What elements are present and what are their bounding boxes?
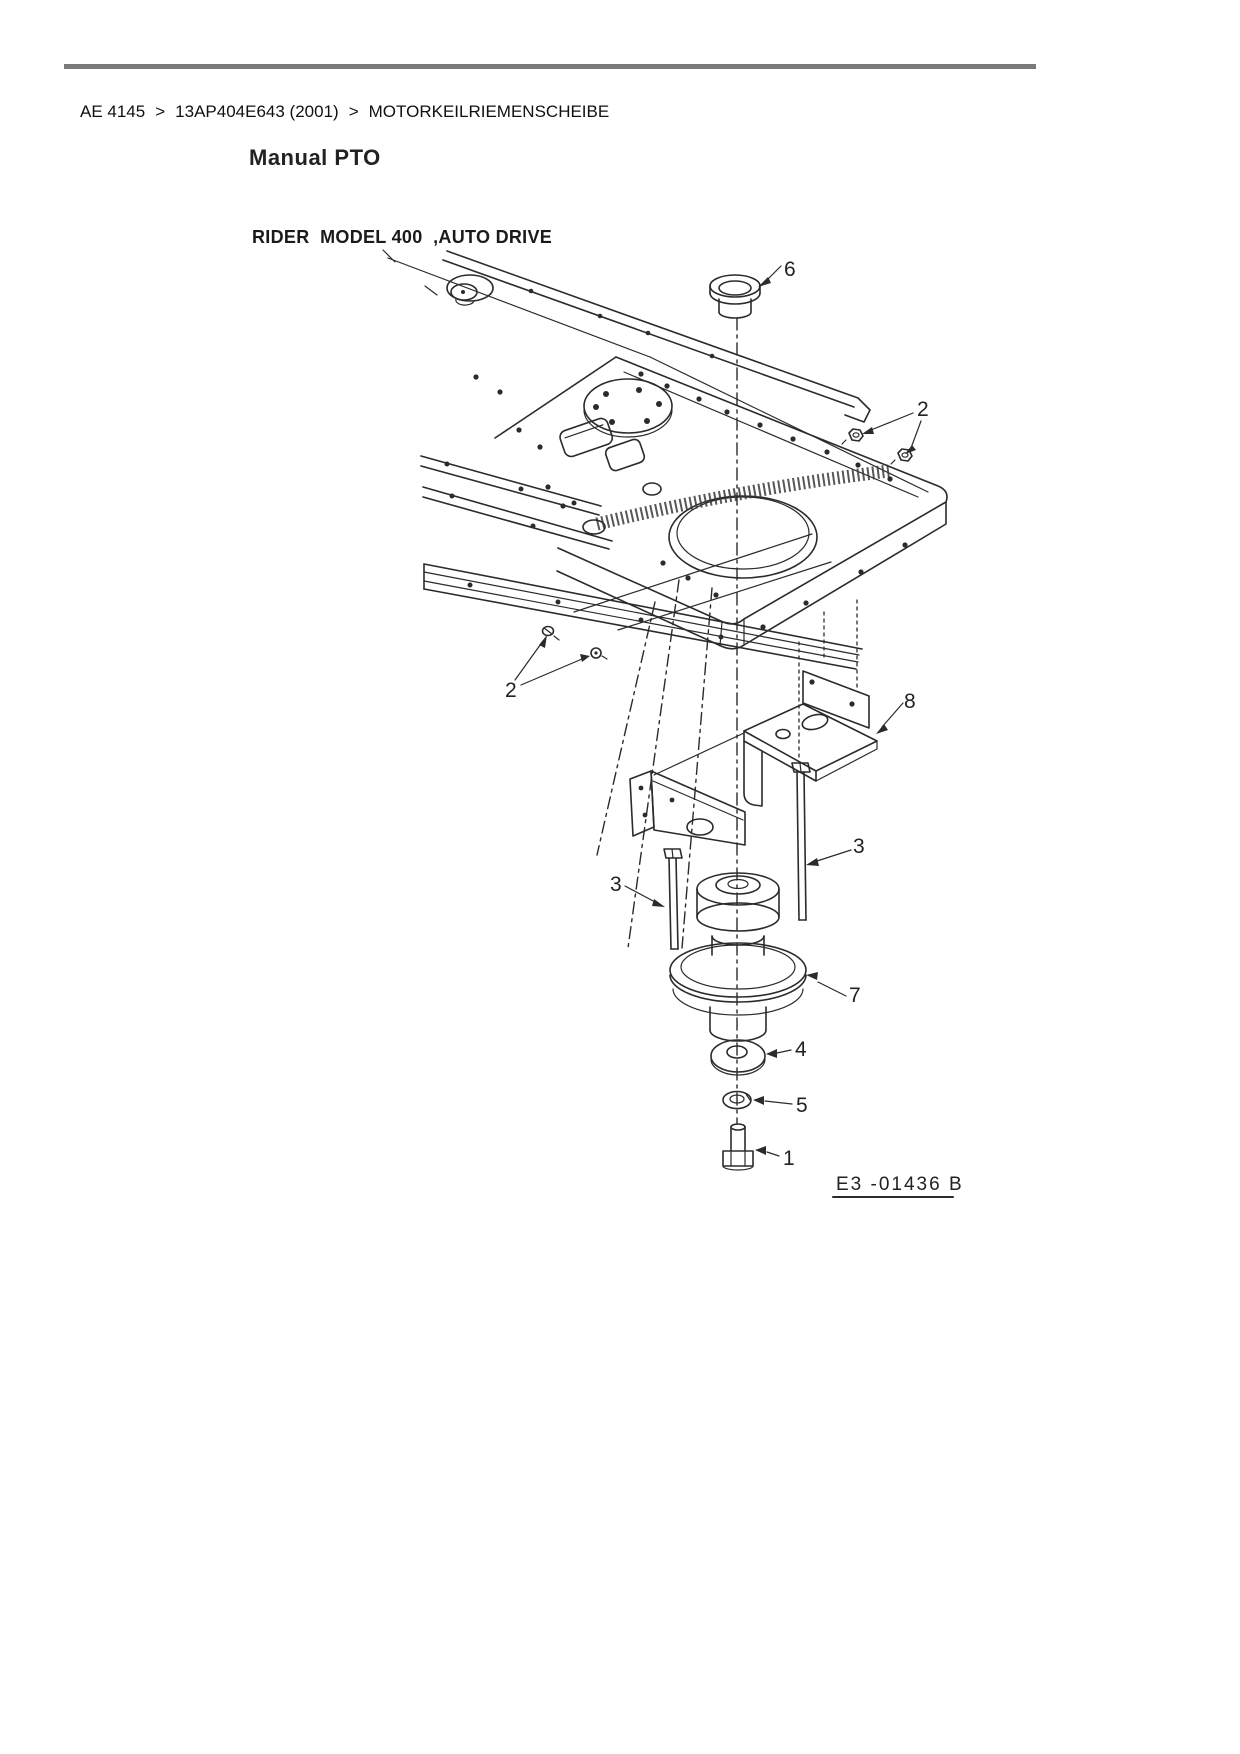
left-rails <box>421 456 862 669</box>
leader-2-left-a <box>515 641 543 680</box>
part-8-bracket <box>630 671 877 845</box>
callout-1-label: 1 <box>783 1147 795 1170</box>
callout-1 <box>755 1146 795 1170</box>
breadcrumb-item-model-series[interactable]: AE 4145 <box>80 102 146 121</box>
callout-7-label: 7 <box>849 984 861 1007</box>
breadcrumb-item-model-number[interactable]: 13AP404E643 (2001) <box>175 102 339 121</box>
breadcrumb-separator: > <box>348 102 359 121</box>
leader-4 <box>777 1050 791 1053</box>
part-6-bushing <box>710 275 760 318</box>
callout-8-label: 8 <box>904 690 916 713</box>
callout-4-label: 4 <box>795 1038 807 1061</box>
part-1-bolt <box>723 1124 753 1170</box>
drawing-number-text: E3 -01436 B <box>836 1174 964 1195</box>
part-2-screws-left <box>543 627 608 660</box>
leader-8 <box>882 703 903 727</box>
callout-4 <box>766 1038 807 1061</box>
leader-2-right-b <box>911 421 921 448</box>
part-7-engine-pulley <box>670 873 806 1041</box>
leader-2-right-a <box>871 413 913 430</box>
callout-6-label: 6 <box>784 258 796 281</box>
callout-8 <box>876 690 916 734</box>
leader-2-left-b <box>521 659 582 685</box>
deck-cap-part <box>447 275 493 305</box>
leader-3-right <box>817 850 851 861</box>
callout-5-label: 5 <box>796 1094 808 1117</box>
callout-3-left-label: 3 <box>610 873 622 896</box>
part-4-washer <box>711 1040 765 1075</box>
diagram-title: Manual PTO <box>249 145 381 170</box>
leader-5 <box>765 1101 792 1104</box>
part-2-screws-right <box>842 429 912 464</box>
frame-rod <box>383 250 928 492</box>
diagram-subtitle: RIDER MODEL 400 ,AUTO DRIVE <box>252 227 553 247</box>
part-3-bolt-right <box>792 763 810 920</box>
callout-6 <box>758 258 796 287</box>
centerline <box>597 318 737 1124</box>
leader-1 <box>767 1152 779 1156</box>
breadcrumb-item-assembly: MOTORKEILRIEMENSCHEIBE <box>368 102 610 121</box>
callout-3-right-label: 3 <box>853 835 865 858</box>
callout-2-left-label: 2 <box>505 679 517 702</box>
callout-5 <box>753 1094 808 1117</box>
leader-3-left <box>625 886 655 902</box>
callout-2-right-label: 2 <box>917 398 929 421</box>
callout-7 <box>806 972 861 1007</box>
callout-2-left <box>505 635 590 702</box>
breadcrumb-separator: > <box>155 102 166 121</box>
leader-6 <box>767 266 781 280</box>
top-rail <box>443 251 870 422</box>
drawing-number <box>833 1174 964 1197</box>
callout-2-right <box>862 398 929 454</box>
part-3-bolt-left <box>664 849 682 949</box>
callout-3-right <box>806 835 865 866</box>
leader-7 <box>818 982 846 996</box>
pulley-cover-disc <box>584 379 672 437</box>
